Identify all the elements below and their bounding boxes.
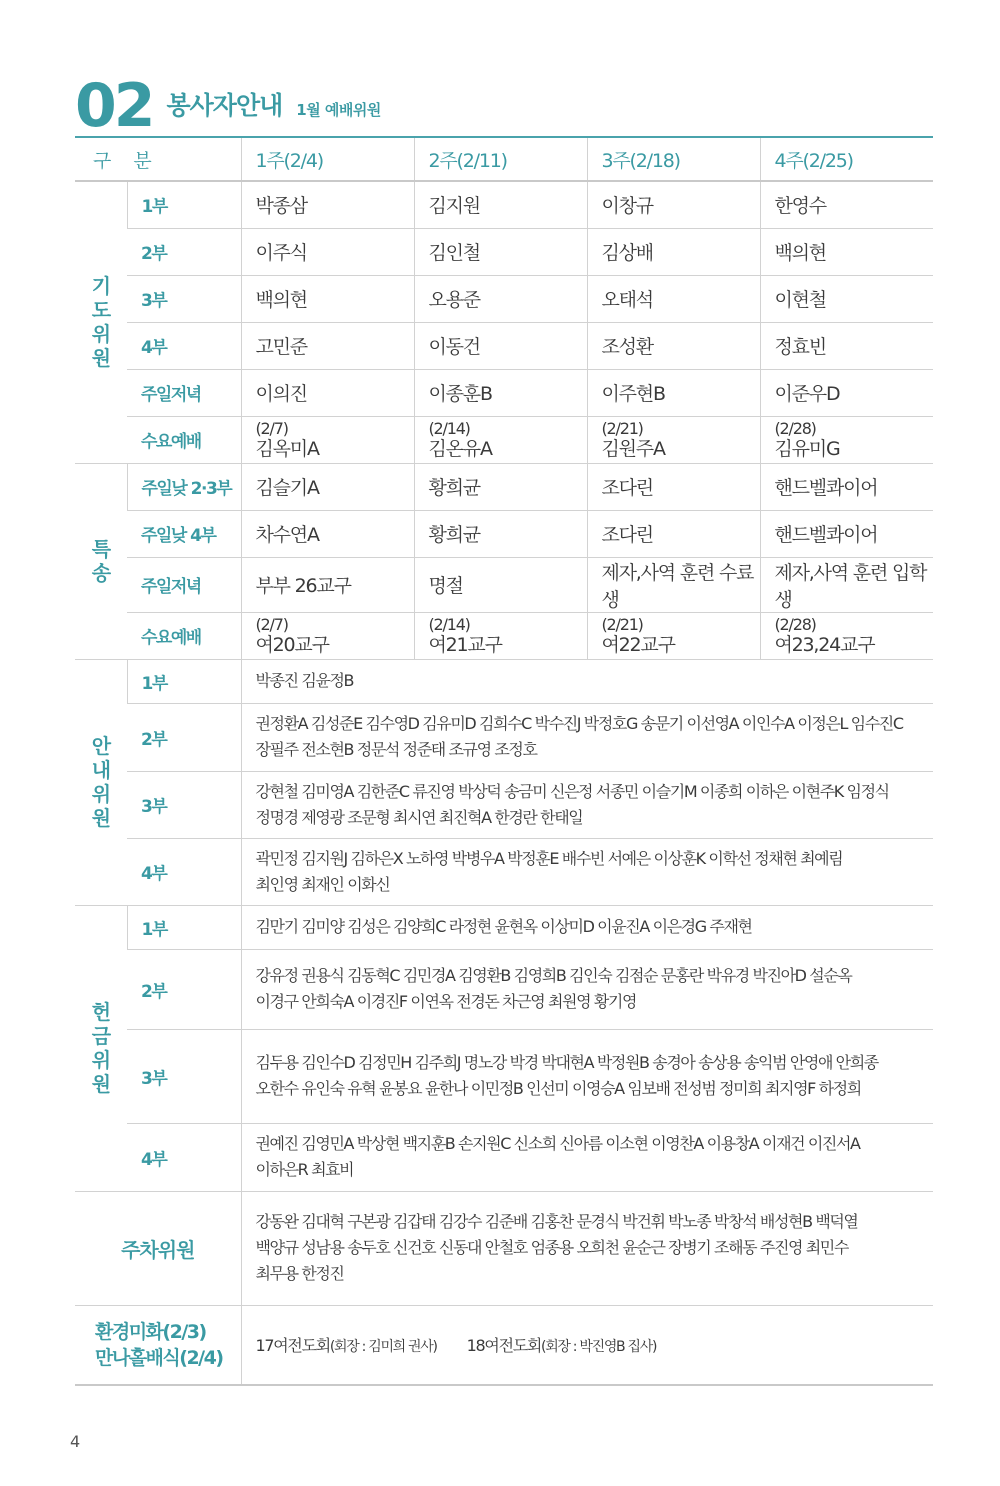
cell-value: 여21교구 (428, 633, 502, 656)
table-cell: 고민준 (241, 322, 414, 369)
prayer-label-char: 도 (91, 298, 110, 323)
name-list (241, 905, 933, 949)
name-list (241, 1123, 933, 1191)
table-cell: 이의진 (241, 369, 414, 416)
table-cell (414, 416, 587, 463)
table-cell (587, 612, 760, 659)
environment-assignments (241, 1305, 933, 1385)
row-label: 수요예배 (127, 416, 241, 463)
table-cell (760, 416, 933, 463)
date-note: (2/28) (774, 614, 816, 634)
name-list (241, 1191, 933, 1305)
cell-value: 여20교구 (255, 633, 329, 656)
offering-row (75, 905, 933, 949)
table-cell: 부부 26교구 (241, 557, 414, 612)
table-cell: 오용준 (414, 275, 587, 322)
table-cell: 백의현 (760, 228, 933, 275)
cell-value: 김온유A (428, 437, 492, 460)
name-line: 정명경 제영광 조문형 최시연 최진혁A 한경란 한태일 (255, 807, 583, 827)
special-label-char: 특 (91, 537, 110, 561)
header-row (75, 137, 933, 181)
special-row (75, 463, 933, 510)
cell-value: 여23,24교구 (774, 633, 875, 656)
table-cell: 김인철 (414, 228, 587, 275)
offering-label-char: 금 (91, 1024, 110, 1048)
name-list (241, 659, 933, 703)
section-title: 봉사자안내 (166, 91, 283, 120)
cell-value: 여22교구 (601, 633, 675, 656)
row-label: 4부 (127, 1123, 241, 1191)
table-cell: 이주식 (241, 228, 414, 275)
section-subtitle: 1월 예배위원 (296, 101, 381, 119)
guide-row (75, 838, 933, 905)
table-cell: 핸드벨콰이어 (760, 463, 933, 510)
date-note: (2/14) (428, 418, 470, 438)
table-cell: 오태석 (587, 275, 760, 322)
guide-label (75, 659, 127, 905)
name-line: 최인영 최재인 이화신 (255, 874, 390, 894)
table-cell (414, 612, 587, 659)
guide-label-char: 위 (91, 782, 110, 806)
page-number: 4 (70, 1432, 81, 1451)
table-cell: 김지원 (414, 181, 587, 228)
name-line: 오한수 유인숙 유혁 윤봉요 윤한나 이민정B 인선미 이영승A 임보배 전성범 정미희 최지영F 하정희 (255, 1079, 861, 1098)
table-cell (760, 612, 933, 659)
name-line: 이하은R 최효비 (255, 1160, 354, 1179)
row-label: 2부 (127, 228, 241, 275)
prayer-label-char: 위 (91, 322, 110, 347)
row-label: 주일저녁 (127, 369, 241, 416)
special-wed-row (75, 612, 933, 659)
table-cell: 이동건 (414, 322, 587, 369)
table-cell: 핸드벨콰이어 (760, 510, 933, 557)
environment-label (75, 1305, 241, 1385)
name-list (241, 703, 933, 771)
name-list (241, 771, 933, 838)
row-label: 주일낮 2·3부 (127, 463, 241, 510)
prayer-row (75, 275, 933, 322)
row-label: 2부 (127, 703, 241, 771)
row-label: 1부 (127, 181, 241, 228)
name-line: 최무용 한정진 (255, 1264, 344, 1283)
col-header-week: 4주(2/25) (760, 137, 933, 181)
prayer-label-char: 원 (91, 346, 110, 371)
table-cell: 이준우D (760, 369, 933, 416)
guide-label-char: 안 (91, 734, 110, 758)
offering-label-char: 헌 (91, 1000, 110, 1024)
date-note: (2/21) (601, 418, 643, 438)
guide-label-char: 원 (91, 806, 110, 830)
page-header (75, 70, 381, 141)
table-cell: 명절 (414, 557, 587, 612)
row-label: 4부 (127, 322, 241, 369)
col-header-week: 2주(2/11) (414, 137, 587, 181)
name-list (241, 1029, 933, 1123)
date-note: (2/7) (255, 418, 288, 438)
table-cell: 황희균 (414, 510, 587, 557)
name-line: 김두용 김인수D 김정민H 김주희J 명노강 박경 박대현A 박정원B 송경아 송상용 송익범 안영애 안희종 (255, 1053, 878, 1072)
volunteer-table (75, 136, 933, 1386)
offering-row (75, 949, 933, 1029)
special-label (75, 463, 127, 659)
name-line: 백양규 성남용 송두호 신건호 신동대 안철호 엄종용 오희천 윤순근 장병기 조해동 주진영 최민수 (255, 1238, 848, 1257)
name-line: 강유정 권용식 김동혁C 김민경A 김영환B 김영희B 김인숙 김점순 문홍란 박유경 박진아D 설순옥 (255, 966, 852, 985)
cell-value: 김원주A (601, 437, 665, 460)
name-line: 박종진 김윤정B (255, 671, 354, 690)
prayer-wed-row (75, 416, 933, 463)
row-label: 3부 (127, 1029, 241, 1123)
guide-row (75, 771, 933, 838)
section-number: 02 (75, 71, 153, 141)
row-label: 4부 (127, 838, 241, 905)
row-label: 3부 (127, 771, 241, 838)
offering-label-char: 원 (91, 1072, 110, 1096)
name-list (241, 838, 933, 905)
table-cell: 차수연A (241, 510, 414, 557)
table-cell: 제자,사역 훈련 입학생 (760, 557, 933, 612)
row-label: 주일저녁 (127, 557, 241, 612)
parking-row (75, 1191, 933, 1305)
cell-value: 김옥미A (255, 437, 319, 460)
name-line: 장필주 전소현B 정문석 정준태 조규영 조정호 (255, 740, 537, 759)
guide-row (75, 703, 933, 771)
offering-label (75, 905, 127, 1191)
date-note: (2/28) (774, 418, 816, 438)
prayer-row (75, 228, 933, 275)
table-cell: 이현철 (760, 275, 933, 322)
table-cell: 이주현B (587, 369, 760, 416)
prayer-label-char: 기 (91, 274, 110, 299)
table-cell: 조성환 (587, 322, 760, 369)
table-cell: 황희균 (414, 463, 587, 510)
table-cell (241, 612, 414, 659)
parking-label: 주차위원 (75, 1191, 241, 1305)
table-cell: 이종훈B (414, 369, 587, 416)
guide-row (75, 659, 933, 703)
date-note: (2/7) (255, 614, 288, 634)
environment-label-line: 환경미화(2/3) (95, 1320, 206, 1343)
cell-value: 김유미G (774, 437, 840, 460)
name-line: 곽민정 김지원J 김하은X 노하영 박병우A 박정훈E 배수빈 서예은 이상훈K 이학선 정채현 최예림 (255, 848, 843, 868)
special-label-char: 송 (91, 561, 110, 585)
name-line: 권정환A 김성준E 김수영D 김유미D 김희수C 박수진J 박정호G 송문기 이선영A 이인수A 이정은L 임수진C (255, 714, 903, 733)
environment-label-line: 만나홀배식(2/4) (95, 1346, 223, 1369)
row-label: 1부 (127, 659, 241, 703)
table-cell: 박종삼 (241, 181, 414, 228)
date-note: (2/21) (601, 614, 643, 634)
prayer-row (75, 369, 933, 416)
table-cell: 조다린 (587, 463, 760, 510)
row-label: 2부 (127, 949, 241, 1029)
col-header-week: 3주(2/18) (587, 137, 760, 181)
table-cell: 정효빈 (760, 322, 933, 369)
date-note: (2/14) (428, 614, 470, 634)
table-cell: 이창규 (587, 181, 760, 228)
prayer-label (75, 181, 127, 463)
table-cell (587, 416, 760, 463)
guide-label-char: 내 (91, 758, 110, 782)
prayer-row (75, 181, 933, 228)
group-name: 17여전도회 (255, 1336, 330, 1356)
name-list (241, 949, 933, 1029)
environment-row (75, 1305, 933, 1385)
table-cell: 한영수 (760, 181, 933, 228)
table-cell (241, 416, 414, 463)
special-row (75, 557, 933, 612)
col-header-week: 1주(2/4) (241, 137, 414, 181)
group-note: (회장 : 박진영B 집사) (541, 1339, 657, 1356)
name-line: 강동완 김대혁 구본광 김갑태 김강수 김준배 김홍찬 문경식 박건휘 박노종 박창석 배성현B 백덕열 (255, 1212, 858, 1231)
offering-label-char: 위 (91, 1048, 110, 1072)
table-cell: 김슬기A (241, 463, 414, 510)
group-name: 18여전도회 (466, 1336, 542, 1356)
prayer-row (75, 322, 933, 369)
table-cell: 제자,사역 훈련 수료생 (587, 557, 760, 612)
table-cell: 김상배 (587, 228, 760, 275)
group-note: (회장 : 김미희 권사) (329, 1339, 437, 1356)
table-cell: 백의현 (241, 275, 414, 322)
table-cell: 조다린 (587, 510, 760, 557)
name-line: 권예진 김영민A 박상현 백지훈B 손지원C 신소희 신아름 이소현 이영찬A 이용창A 이재건 이진서A (255, 1134, 860, 1153)
name-line: 김만기 김미양 김성은 김양희C 라정현 윤현옥 이상미D 이윤진A 이은경G 주재현 (255, 917, 752, 936)
row-label: 수요예배 (127, 612, 241, 659)
col-header-gubun: 구 분 (75, 137, 241, 181)
offering-row (75, 1029, 933, 1123)
offering-row (75, 1123, 933, 1191)
special-row (75, 510, 933, 557)
row-label: 3부 (127, 275, 241, 322)
name-line: 강현철 김미영A 김한준C 류진영 박상덕 송금미 신은정 서종민 이슬기M 이종희 이하은 이현주K 임정식 (255, 781, 889, 801)
name-line: 이경구 안희숙A 이경진F 이연옥 전경돈 차근영 최원영 황기영 (255, 992, 636, 1011)
row-label: 1부 (127, 905, 241, 949)
row-label: 주일낮 4부 (127, 510, 241, 557)
